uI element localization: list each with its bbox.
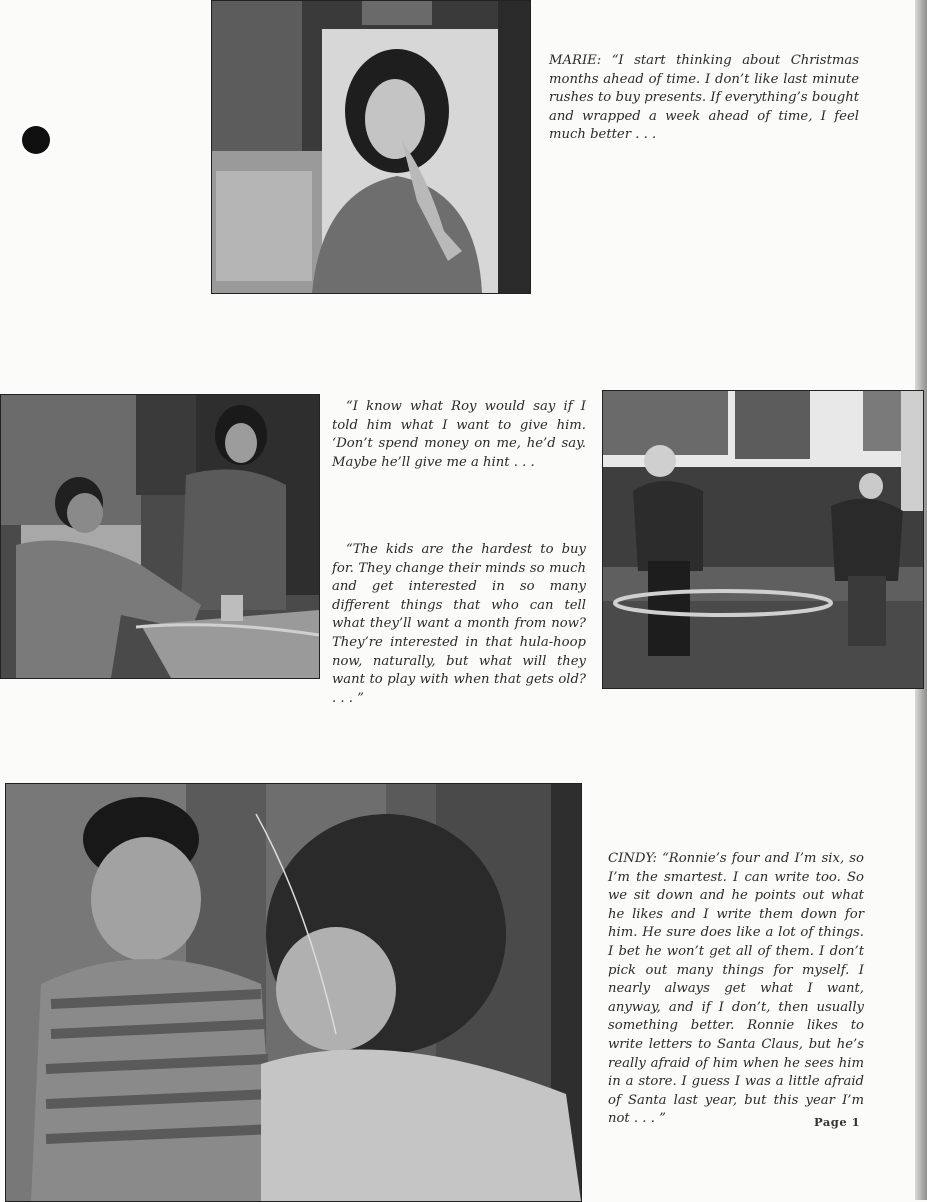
- binder-hole: [22, 126, 50, 154]
- caption-cindy: CINDY: “Ronnie’s four and I’m six, so I’m the smartest. I can write too. So we sit down and he points out what he likes and I write them down for him. He sure does like a lot of things. I bet he won’t get all of them. I don’t pick out many things for myself. I nearly always get what I want, anyway, and if I don’t, then usually something better. Ronnie likes to write letters to Santa Claus, but he’s really afraid of him when he sees him in a store. I guess I was a little afraid of Santa last year, but this year I’m not . . . ”: [608, 851, 864, 1127]
- caption-kids-presents: “The kids are the hardest to buy for. They change their minds so much and get interested in so many different things that who can tell what they’ll want a month from now? They’re interested in that hula-hoop now, naturally, but what will they want to play with when that gets old? . . . ”: [332, 542, 586, 706]
- photo-ronnie-and-cindy: [5, 783, 582, 1202]
- page-number: Page 1: [814, 1115, 861, 1129]
- photo-children-hula-hoop: [602, 390, 924, 689]
- photo-marie-kitchen: [211, 0, 531, 294]
- caption-roy: “I know what Roy would say if I told him what I want to give him. ‘Don’t spend money on me, he’d say. Maybe he’ll give me a hint . . .: [332, 399, 586, 470]
- caption-marie: MARIE: “I start thinking about Christmas months ahead of time. I don’t like last minute rushes to buy presents. If everything’s bought and wrapped a week ahead of time, I feel much better . . .: [549, 53, 859, 143]
- photo-couple-kitchen-table: [0, 394, 320, 679]
